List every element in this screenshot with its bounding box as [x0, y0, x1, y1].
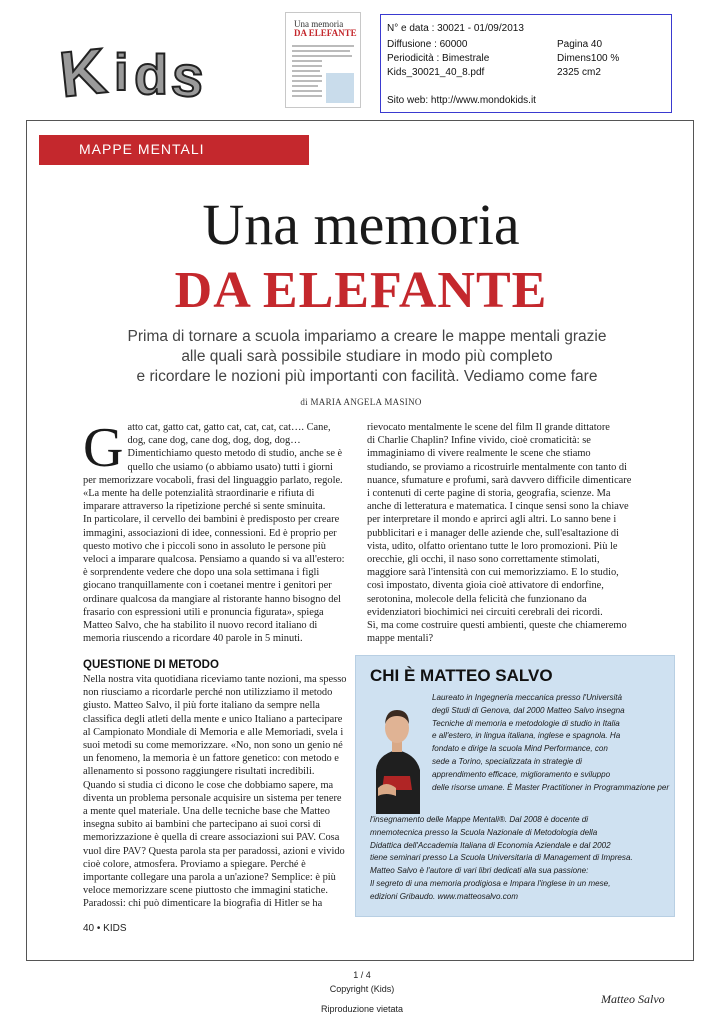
article-title-line2: DA ELEFANTE [174, 262, 548, 319]
body-line: studiando, se proviamo a ricostruirle mentalmente con tanto di [367, 461, 627, 473]
body-line: al Campionato Mondiale di Memoria e alle Memoriadi, svela i [83, 726, 344, 738]
body-line: giusto. Matteo Salvo, il più forte italiano da sempre nella [83, 700, 320, 712]
body-line: Quando si studia ci dicono le cose che dobbiamo sapere, ma [83, 779, 334, 791]
bio-line: degli Studi di Genova, dal 2000 Matteo Salvo insegna [432, 705, 625, 715]
section-heading: QUESTIONE DI METODO [83, 659, 219, 671]
thumb-photo [326, 73, 354, 103]
author-bio-box [355, 655, 675, 917]
lead-line: dog, cane dog, cane dog, dog, dog, dog… [127, 435, 301, 447]
column-1-section-body [83, 673, 359, 911]
bio-line: edizioni Gribaudo. www.matteosalvo.com [370, 891, 519, 901]
author-portrait [366, 692, 428, 814]
body-line: classifica degli atleti della mente e unico Italiano a partecipare [83, 713, 343, 725]
body-line: imparare attraverso la ripetizione perché si sente sminuita. [83, 501, 326, 513]
body-line: rievocato mentalmente le scene del film Il grande dittatore [367, 422, 610, 433]
body-line: i contenuti di certe pagine di storia, geografia, scienze. Ma [367, 488, 611, 500]
svg-text:d: d [134, 43, 169, 106]
publication-info-box [380, 14, 672, 113]
info-diffusione: Diffusione : 60000 [387, 39, 468, 50]
body-line: Nella nostra vita quotidiana riceviamo tante nozioni, ma spesso [83, 674, 347, 685]
bio-line: fondato e dirige la scuola Mind Performance, con [432, 744, 608, 754]
body-line: per interpretare il mondo e aprirci agli altri. Lo sanno bene i [367, 514, 617, 526]
body-line: di Charlie Chaplin? Infine vivido, cioè cromaticità: se [367, 435, 591, 447]
body-line: a mente quel materiale. Una delle tecniche base che Matteo [83, 806, 330, 818]
body-line: giocano tranquillamente con i coetanei mentre i genitori per [83, 580, 332, 592]
body-line: importante collegare una parola a un'azione? Semplice: è più [83, 872, 336, 884]
bio-line: l'insegnamento delle Mappe Mentali®. Dal 2008 è docente di [370, 815, 589, 824]
body-line: ordinare qualcosa da mangiare al ristorante hanno bisogno del [83, 593, 341, 605]
footer-notice: Riproduzione vietata [320, 1004, 404, 1014]
body-line: è sorprendente vedere che dopo una sola settimana i figli [83, 567, 320, 579]
bio-line: Laureato in Ingegneria meccanica presso l'Università [432, 693, 623, 702]
subtitle-line: alle quali sarà possibile studiare in modo più completo [181, 348, 553, 365]
info-number-date: N° e data : 30021 - 01/09/2013 [387, 23, 524, 34]
section-label: MAPPE MENTALI [79, 141, 205, 157]
body-line: insegna subito ai bambini che partecipano ai suoi corsi di [83, 819, 322, 831]
body-line: non riusciamo a ricordarle perché non utilizziamo il metodo [83, 687, 333, 699]
svg-text:K: K [58, 34, 110, 108]
kids-logo-graphic [58, 24, 220, 108]
body-line: pubblicitari e i manager delle aziende che, sull'esaltazione di [367, 527, 620, 539]
subtitle-line: Prima di tornare a scuola impariamo a creare le mappe mentali grazie [127, 328, 607, 345]
page-thumbnail[interactable] [285, 12, 361, 108]
bio-line: tiene seminari presso La Scuola Universitaria di Management di Impresa. [370, 853, 633, 863]
info-filename: Kids_30021_40_8.pdf [387, 67, 485, 78]
svg-text:s: s [168, 42, 208, 108]
body-line: diventa un problema personale acquisire un sistema per tenere [83, 792, 342, 804]
body-line: veloce memorizzare scene piuttosto che immagini statiche. [83, 885, 328, 897]
bio-line: sede a Torino, specializzata in strategie di [432, 756, 582, 766]
article-subtitle [107, 327, 627, 387]
body-line: anche di letteratura e matematica. I cinque sensi sono la chiave [367, 501, 629, 513]
body-line: serotonina, molecole della felicità che funzionano da [367, 593, 587, 605]
body-line: vuol dire PAV? Questa parola sta per paradossi, azioni e vivido [83, 845, 345, 857]
bio-line: Didattica dell'Accademia Italiana di Economia Aziendale e dal 2002 [370, 840, 611, 850]
bio-line: apprendimento efficace, miglioramento e sviluppo [432, 769, 611, 779]
body-line: mappe mentali? [367, 633, 434, 645]
article-title-line1: Una memoria [202, 192, 520, 257]
column-1-body [83, 474, 355, 646]
lead-line: Dimentichiamo questo metodo di studio, anche se è [127, 448, 343, 460]
body-line: cioè colore, atmosfera. Proviamo a spiegare. Perché è [83, 858, 306, 870]
body-line: immaginiamo di vivere realmente le scene che stiamo [367, 448, 591, 460]
body-line: suoi metodi su come memorizzare. «No, non sono un genio né [83, 740, 343, 752]
body-line: memorizzazione è quella di creare associazioni sui PAV. Cosa [83, 832, 340, 844]
magazine-page [26, 120, 694, 961]
bio-line: Tecniche di memoria e metodologie di studio in Italia [432, 718, 620, 728]
body-line: allenamento si possono raggiungere risultati incredibili. [83, 766, 315, 778]
body-line: vista, udito, olfatto orientano tutte le loro promozioni. Più le [367, 540, 618, 552]
column-1 [83, 417, 355, 645]
bio-line: mnemotecnica presso la Scuola Nazionale di Metodologia della [370, 827, 598, 837]
bio-line: Il segreto di una memoria prodigiosa e Impara l'inglese in un mese, [370, 878, 611, 888]
body-line: «La mente ha delle potenzialità straordinarie e rifiuta di [83, 488, 315, 500]
info-pagina: Pagina 40 [557, 39, 603, 50]
bio-line: Matteo Salvo è l'autore di vari libri dedicati alla sua passione: [370, 866, 589, 876]
body-line: per memorizzare vocaboli, frasi del linguaggio parlato, regole. [83, 474, 343, 486]
body-line: un fenomeno, la memoria è un fattore genetico: con metodo e [83, 753, 339, 765]
body-line: immagini, associazioni di idee, connessioni. Ed è proprio per [83, 527, 337, 539]
author-photo [366, 692, 428, 814]
page-folio: 40 • KIDS [83, 923, 127, 934]
body-line: maggiore sarà l'intensità con cui memorizziamo. E lo studio, [367, 567, 619, 579]
info-area: 2325 cm2 [557, 67, 601, 78]
body-line: così impostato, diventa gioia cioè attivatore di endorfine, [367, 580, 604, 592]
bio-box-title: CHI È MATTEO SALVO [370, 666, 553, 685]
bio-text-bottom [370, 814, 670, 904]
footer-copyright: Copyright (Kids) [329, 984, 395, 994]
body-line: Paradossi: chi può dimenticare la biografia di Hitler se ha [83, 898, 323, 910]
footer-signature: Matteo Salvo [601, 992, 665, 1006]
body-line: nuance, sfumature e profumi, sarà davvero difficile dimenticare [367, 474, 632, 486]
body-line: orecchie, gli occhi, il naso sono correttamente stimolati, [367, 554, 600, 566]
body-line: In particolare, il cervello dei bambini è predisposto per creare [83, 514, 340, 526]
info-periodicita: Periodicità : Bimestrale [387, 53, 490, 64]
column-2 [367, 421, 667, 645]
info-dimens: Dimens100 % [557, 53, 620, 64]
bio-line: delle risorse umane. È Master Practitioner in Programmazione per [432, 782, 670, 792]
body-line: veloci a imparare qualcosa. Pensiamo a quando si va all'estero: [83, 554, 345, 566]
body-line: questo motivo che i piccoli sono in assoluto le persone più [83, 540, 326, 552]
body-line: Matteo Salvo, che ha stabilito il nuovo record italiano di [83, 620, 318, 632]
thumb-title-line2: DA ELEFANTE [294, 28, 357, 38]
footer-page-number: 1 / 4 [353, 970, 371, 980]
svg-text:i: i [114, 44, 129, 102]
article-byline: di MARIA ANGELA MASINO [300, 397, 422, 407]
body-line: memoria riuscendo a ricordare 40 parole in 5 minuti. [83, 633, 303, 645]
subtitle-line: e ricordare le nozioni più importanti con facilità. Vediamo come fare [136, 368, 598, 385]
lead-line: quello che usiamo (o abbiamo usato) tutti i giorni [127, 461, 333, 473]
section-band [39, 135, 309, 165]
kids-logo [58, 24, 220, 108]
thumb-title-line1: Una memoria [294, 19, 344, 29]
info-website[interactable]: Sito web: http://www.mondokids.it [387, 95, 536, 106]
body-line: Sì, ma come costruire questi ambienti, queste che chiameremo [367, 620, 627, 632]
body-line: evidenziatori biochimici nei circuiti cerebrali dei ricordi. [367, 606, 603, 618]
drop-cap: G [83, 417, 124, 479]
bio-text-top [432, 692, 668, 794]
lead-line: atto cat, gatto cat, gatto cat, cat, cat, cat…. Cane, [127, 422, 331, 433]
bio-line: e all'estero, in lingua italiana, inglese e spagnola. Ha [432, 731, 621, 741]
body-line: frasario con espressioni utili e pronuncia figurata», spiega [83, 606, 324, 618]
